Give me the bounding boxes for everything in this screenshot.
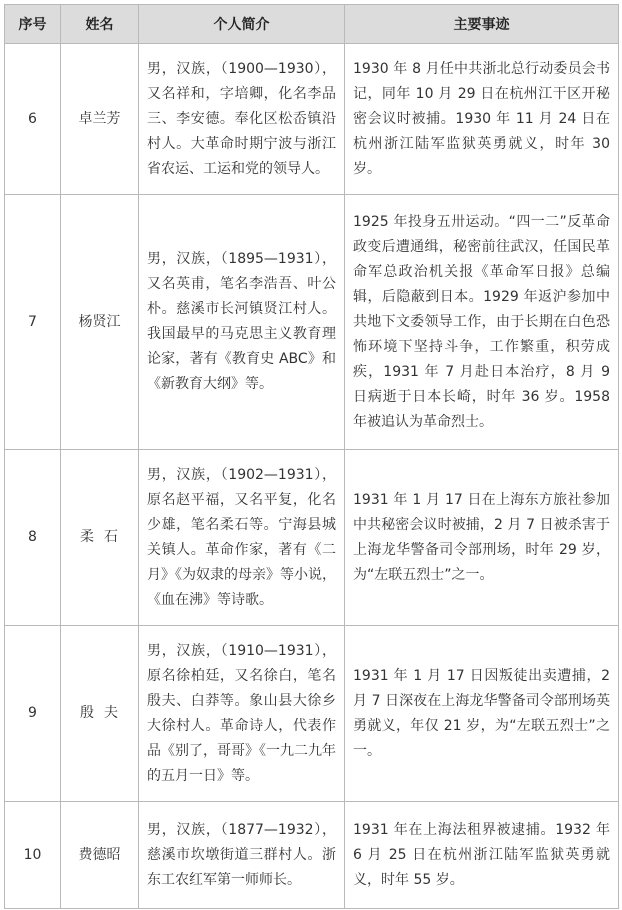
row-bio: 男，汉族，（1902—1931），原名赵平福，又名平复，化名少雄，笔名柔石等。宁海县城关镇人。革命作家，著有《二月》《为奴隶的母亲》等小说，《血在沸》等诗歌。	[139, 450, 345, 626]
row-num: 7	[5, 195, 61, 450]
row-deeds: 1931 年 1 月 17 日因叛徒出卖遭捕，2 月 7 日深夜在上海龙华警备司令部刑场英勇就义，年仅 21 岁，为“左联五烈士”之一。	[345, 626, 619, 802]
row-deeds: 1931 年 1 月 17 日在上海东方旅社参加中共秘密会议时被捕，2 月 7 日被杀害于上海龙华警备司令部刑场，时年 29 岁，为“左联五烈士”之一。	[345, 450, 619, 626]
row-name: 费德昭	[61, 802, 139, 909]
row-num: 6	[5, 44, 61, 195]
table-row	[5, 44, 619, 195]
row-deeds: 1931 年在上海法租界被逮捕。1932 年 6 月 25 日在杭州浙江陆军监狱英勇就义，时年 55 岁。	[345, 802, 619, 909]
row-name: 柔石	[61, 450, 139, 626]
martyrs-table	[4, 4, 619, 909]
row-deeds: 1925 年投身五卅运动。“四一二”反革命政变后遭通缉，秘密前往武汉，任国民革命军总政治机关报《革命军日报》总编辑，后隐蔽到日本。1929 年返沪参加中共地下文委领导工作，由于长期在白色恐怖环境下坚持斗争，工作繁重，积劳成疾，1931 年 7 月赴日本治疗，8 月 9 日病逝于日本长崎，时年 36 岁。1958 年被追认为革命烈士。	[345, 195, 619, 450]
row-num: 8	[5, 450, 61, 626]
row-name: 杨贤江	[61, 195, 139, 450]
row-deeds: 1930 年 8 月任中共浙北总行动委员会书记，同年 10 月 29 日在杭州江干区开秘密会议时被捕。1930 年 11 月 24 日在杭州浙江陆军监狱英勇就义，时年 30 岁。	[345, 44, 619, 195]
table-row	[5, 450, 619, 626]
table-header-row	[5, 5, 619, 44]
row-bio: 男，汉族，（1910—1931），原名徐柏廷，又名徐白，笔名殷夫、白莽等。象山县大徐乡大徐村人。革命诗人，代表作品《别了，哥哥》《一九二九年的五月一日》等。	[139, 626, 345, 802]
table-row	[5, 626, 619, 802]
row-name: 卓兰芳	[61, 44, 139, 195]
table-row	[5, 195, 619, 450]
table-row	[5, 802, 619, 909]
row-bio: 男，汉族，（1900—1930），又名祥和，字培卿，化名李品三、李安德。奉化区松岙镇沿村人。大革命时期宁波与浙江省农运、工运和党的领导人。	[139, 44, 345, 195]
row-name: 殷夫	[61, 626, 139, 802]
row-bio: 男，汉族，（1895—1931），又名英甫，笔名李浩吾、叶公朴。慈溪市长河镇贤江村人。我国最早的马克思主义教育理论家，著有《教育史 ABC》和《新教育大纲》等。	[139, 195, 345, 450]
header-deeds: 主要事迹	[345, 5, 619, 44]
header-name: 姓名	[61, 5, 139, 44]
row-bio: 男，汉族，（1877—1932），慈溪市坎墩街道三群村人。浙东工农红军第一师师长。	[139, 802, 345, 909]
header-bio: 个人简介	[139, 5, 345, 44]
header-num: 序号	[5, 5, 61, 44]
row-num: 10	[5, 802, 61, 909]
row-num: 9	[5, 626, 61, 802]
